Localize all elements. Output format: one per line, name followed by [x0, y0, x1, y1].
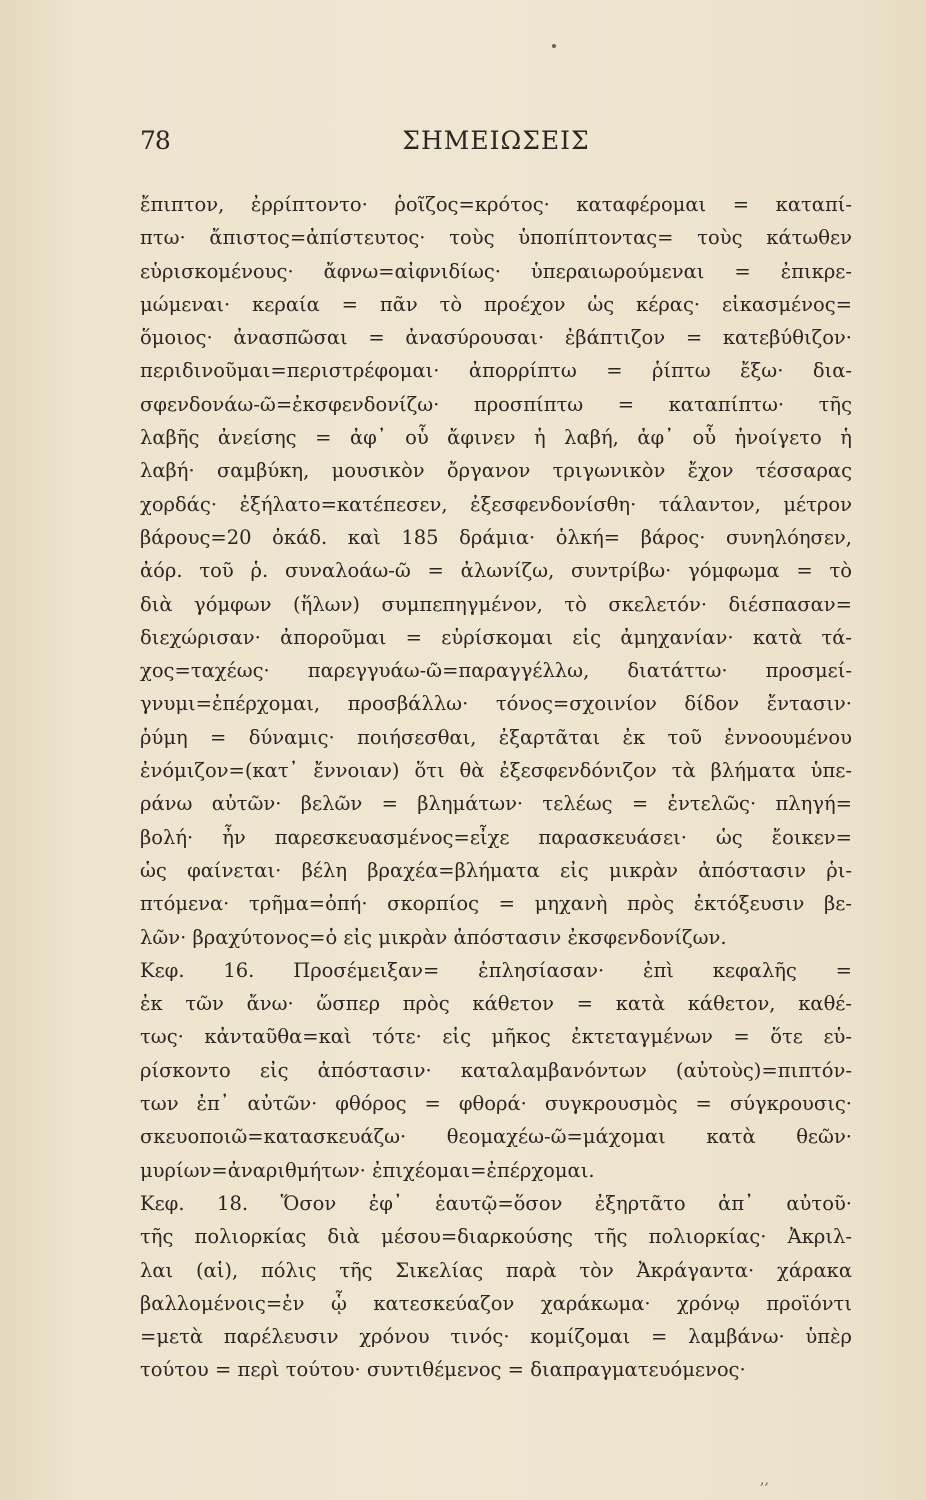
page-header: [136, 126, 856, 166]
text-line: των ἐπ᾽ αὐτῶν· φθόρος = φθορά· συγκρουσμὸς = σύγκρουσις·: [140, 1092, 852, 1116]
text-line: λαβῆς ἀνείσης = ἀφ᾽ οὗ ἄφινεν ἡ λαβή, ἀφ᾽ οὗ ἠνοίγετο ἡ: [140, 426, 852, 450]
text-line: ἀόρ. τοῦ ῥ. συναλοάω-ῶ = ἀλωνίζω, συντρίβω· γόμφωμα = τὸ: [140, 559, 852, 583]
text-line: ἐκ τῶν ἄνω· ὥσπερ πρὸς κάθετον = κατὰ κάθετον, καθέ-: [140, 992, 852, 1016]
text-line: τῆς πολιορκίας διὰ μέσου=διαρκούσης τῆς πολιορκίας· Ἀκριλ-: [140, 1225, 852, 1249]
notes-text: [140, 188, 852, 1387]
text-line: διεχώρισαν· ἀποροῦμαι = εὑρίσκομαι εἰς ἀμηχανίαν· κατὰ τά-: [140, 625, 852, 649]
text-line: μυρίων=ἀναριθμήτων· ἐπιχέομαι=ἐπέρχομαι.: [140, 1158, 595, 1182]
margin-mark: ,,: [760, 1472, 769, 1488]
text-line: Κεφ. 18. Ὅσον ἐφ᾽ ἑαυτῷ=ὅσον ἐξηρτᾶτο ἀπ᾽ αὐτοῦ·: [140, 1191, 852, 1215]
text-line: ὡς φαίνεται· βέλη βραχέα=βλήματα εἰς μικρὰν ἀπόστασιν ῥι-: [140, 858, 852, 882]
text-line: λῶν· βραχύτονος=ὁ εἰς μικρὰν ἀπόστασιν ἐκσφενδονίζων.: [140, 925, 727, 949]
text-line: λαι (αἱ), πόλις τῆς Σικελίας παρὰ τὸν Ἀκράγαντα· χάρακα: [140, 1258, 852, 1282]
text-line: σκευοποιῶ=κατασκευάζω· θεομαχέω-ῶ=μάχομαι κατὰ θεῶν·: [140, 1125, 852, 1149]
text-line: πτω· ἄπιστος=ἀπίστευτος· τοὺς ὑποπίπτοντας= τοὺς κάτωθεν: [140, 226, 852, 250]
text-line: βολή· ἦν παρεσκευασμένος=εἶχε παρασκευάσει· ὡς ἔοικεν=: [140, 825, 852, 849]
text-line: χος=ταχέως· παρεγγυάω-ῶ=παραγγέλλω, διατάττω· προσμεί-: [140, 659, 852, 683]
text-line: ρίσκοντο εἰς ἀπόστασιν· καταλαμβανόντων (αὐτοὺς)=πιπτόν-: [140, 1058, 852, 1082]
text-line: χορδάς· ἐξήλατο=κατέπεσεν, ἐξεσφενδονίσθη· τάλαντον, μέτρον: [140, 492, 852, 516]
text-line: σφενδονάω-ῶ=ἐκσφενδονίζω· προσπίπτω = καταπίπτω· τῆς: [140, 392, 852, 416]
text-line: =μετὰ παρέλευσιν χρόνου τινός· κομίζομαι = λαμβάνω· ὑπὲρ: [140, 1325, 852, 1349]
text-line: ἔπιπτον, ἐρρίπτοντο· ῥοῖζος=κρότος· καταφέρομαι = καταπί-: [140, 193, 852, 216]
running-head: ΣΗΜΕΙΩΣΕΙΣ: [402, 126, 590, 155]
text-line: γνυμι=ἐπέρχομαι, προσβάλλω· τόνος=σχοινίον δίδον ἔντασιν·: [140, 692, 852, 716]
text-line: βαλλομένοις=ἐν ᾧ κατεσκεύαζον χαράκωμα· χρόνῳ προϊόντι: [140, 1291, 852, 1315]
text-line: περιδινοῦμαι=περιστρέφομαι· ἀπορρίπτω = ῥίπτω ἔξω· δια-: [140, 359, 852, 383]
page-number: 78: [140, 126, 170, 155]
text-line: ἐνόμιζον=(κατ᾽ ἔννοιαν) ὅτι θὰ ἐξεσφενδόνιζον τὰ βλήματα ὑπε-: [140, 759, 852, 783]
text-line: τούτου = περὶ τούτου· συντιθέμενος = διαπραγματευόμενος·: [140, 1358, 746, 1382]
text-line: διὰ γόμφων (ἥλων) συμπεπηγμένον, τὸ σκελετόν· διέσπασαν=: [140, 592, 852, 616]
text-line: ὅμοιος· ἀνασπῶσαι = ἀνασύρουσαι· ἐβάπτιζον = κατεβύθιζον·: [140, 326, 852, 350]
text-line: μώμεναι· κεραία = πᾶν τὸ προέχον ὡς κέρας· εἰκασμένος=: [140, 292, 852, 316]
text-line: εὑρισκομένους· ἄφνω=αἰφνιδίως· ὑπεραιωρούμεναι = ἐπικρε-: [140, 259, 852, 283]
text-line: λαβή· σαμβύκη, μουσικὸν ὄργανον τριγωνικὸν ἔχον τέσσαρας: [140, 459, 852, 483]
text-line: πτόμενα· τρῆμα=ὀπή· σκορπίος = μηχανὴ πρὸς ἐκτόξευσιν βε-: [140, 892, 852, 916]
text-line: ῥύμη = δύναμις· ποιήσεσθαι, ἐξαρτᾶται ἐκ τοῦ ἐννοουμένου: [140, 725, 852, 749]
text-line: Κεφ. 16. Προσέμειξαν= ἐπλησίασαν· ἐπὶ κεφαλῆς =: [140, 958, 852, 982]
text-line: τως· κἀνταῦθα=καὶ τότε· εἰς μῆκος ἐκτεταγμένων = ὅτε εὑ-: [140, 1025, 852, 1049]
text-line: ράνω αὐτῶν· βελῶν = βλημάτων· τελέως = ἐντελῶς· πληγή=: [140, 792, 852, 816]
print-speck: [552, 44, 556, 48]
text-line: βάρους=20 ὀκάδ. καὶ 185 δράμια· ὁλκή= βάρος· συνηλόησεν,: [140, 525, 852, 549]
